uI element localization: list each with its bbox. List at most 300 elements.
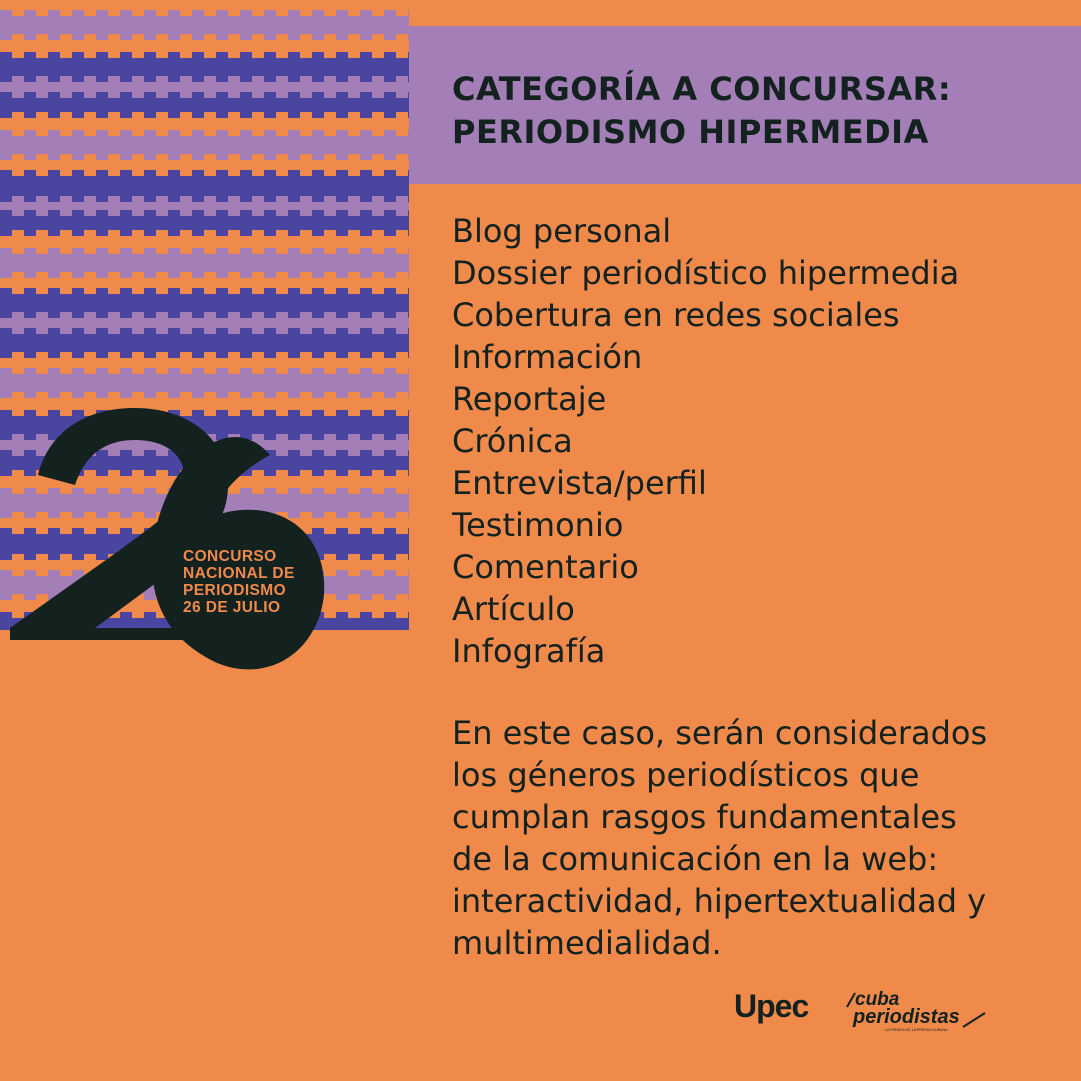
pattern-block: [360, 570, 372, 576]
pattern-block: [276, 312, 288, 318]
pattern-block: [336, 410, 348, 416]
pattern-block: [384, 288, 396, 294]
pattern-block: [264, 368, 276, 374]
pattern-block: [84, 112, 96, 118]
pattern-block: [396, 76, 408, 82]
genre-item: Reportaje: [452, 380, 607, 418]
pattern-block: [240, 170, 252, 176]
pattern-block: [228, 34, 240, 40]
pattern-block: [336, 288, 348, 294]
pattern-block: [288, 170, 300, 176]
pattern-block: [240, 328, 252, 334]
pattern-block: [348, 230, 360, 236]
pattern-block: [384, 170, 396, 176]
pattern-block: [396, 594, 408, 600]
pattern-block: [228, 352, 240, 358]
pattern-block: [240, 52, 252, 58]
cubaperiodistas-logo: [845, 985, 990, 1035]
category-heading: [452, 68, 951, 154]
pattern-block: [228, 392, 240, 398]
pattern-block: [36, 112, 48, 118]
pattern-block: [264, 210, 276, 216]
pattern-block: [360, 488, 372, 494]
pattern-block: [252, 34, 264, 40]
pattern-block: [336, 210, 348, 216]
pattern-block: [168, 170, 180, 176]
contest-title-line: PERIODISMO: [183, 582, 287, 599]
pattern-block: [264, 170, 276, 176]
pattern-block: [348, 112, 360, 118]
pattern-block: [180, 34, 192, 40]
pattern-block: [372, 312, 384, 318]
pattern-block: [324, 312, 336, 318]
pattern-block: [48, 52, 60, 58]
pattern-block: [360, 210, 372, 216]
contest-title: [183, 548, 295, 616]
pattern-block: [192, 130, 204, 136]
pattern-block: [144, 52, 156, 58]
pattern-block: [144, 210, 156, 216]
pattern-block: [36, 352, 48, 358]
pattern-block: [180, 112, 192, 118]
pattern-block: [396, 434, 408, 440]
genre-item: Artículo: [452, 590, 575, 628]
pattern-block: [348, 594, 360, 600]
pattern-block: [192, 288, 204, 294]
pattern-block: [348, 554, 360, 560]
genre-item: Blog personal: [452, 212, 672, 250]
pattern-block: [348, 352, 360, 358]
pattern-block: [120, 170, 132, 176]
pattern-block: [108, 154, 120, 160]
pattern-block: [156, 312, 168, 318]
pattern-block: [300, 392, 312, 398]
pattern-block: [204, 154, 216, 160]
pattern-block: [384, 92, 396, 98]
pattern-block: [0, 368, 12, 374]
genre-list: [452, 210, 959, 672]
pattern-block: [132, 392, 144, 398]
pattern-block: [48, 130, 60, 136]
pattern-block: [396, 272, 408, 278]
pattern-block: [216, 10, 228, 16]
pattern-block: [216, 248, 228, 254]
pattern-block: [108, 392, 120, 398]
pattern-block: [96, 170, 108, 176]
pattern-block: [72, 10, 84, 16]
pattern-block: [132, 352, 144, 358]
pattern-block: [348, 272, 360, 278]
note-line: cumplan rasgos fundamentales: [452, 798, 957, 836]
note-line: interactividad, hipertextualidad y: [452, 882, 987, 920]
pattern-block: [324, 272, 336, 278]
pattern-block: [132, 154, 144, 160]
genre-item: Cobertura en redes sociales: [452, 296, 900, 334]
pattern-block: [24, 248, 36, 254]
genre-item: Comentario: [452, 548, 639, 586]
pattern-block: [300, 272, 312, 278]
pattern-block: [360, 130, 372, 136]
pattern-block: [228, 112, 240, 118]
pattern-block: [60, 154, 72, 160]
pattern-block: [48, 288, 60, 294]
pattern-block: [60, 392, 72, 398]
pattern-block: [144, 288, 156, 294]
pattern-block: [156, 230, 168, 236]
pattern-block: [204, 352, 216, 358]
pattern-block: [264, 328, 276, 334]
pattern-block: [276, 392, 288, 398]
pattern-block: [336, 368, 348, 374]
pattern-block: [336, 130, 348, 136]
pattern-block: [72, 92, 84, 98]
genre-item: Entrevista/perfil: [452, 464, 707, 502]
pattern-block: [240, 210, 252, 216]
pattern-block: [372, 154, 384, 160]
pattern-block: [348, 154, 360, 160]
pattern-block: [84, 34, 96, 40]
pattern-block: [360, 328, 372, 334]
pattern-block: [336, 612, 348, 618]
pattern-block: [24, 170, 36, 176]
pattern-block: [240, 248, 252, 254]
pattern-block: [216, 170, 228, 176]
pattern-block: [372, 512, 384, 518]
pattern-block: [396, 230, 408, 236]
pattern-block: [180, 392, 192, 398]
pattern-block: [408, 410, 409, 416]
pattern-block: [288, 130, 300, 136]
pattern-block: [180, 76, 192, 82]
pattern-block: [324, 230, 336, 236]
pattern-block: [384, 328, 396, 334]
pattern-block: [204, 76, 216, 82]
pattern-block: [60, 272, 72, 278]
pattern-block: [132, 272, 144, 278]
pattern-block: [324, 352, 336, 358]
pattern-block: [252, 76, 264, 82]
pattern-block: [288, 368, 300, 374]
pattern-block: [96, 288, 108, 294]
pattern-block: [336, 570, 348, 576]
pattern-block: [312, 52, 324, 58]
pattern-block: [120, 10, 132, 16]
pattern-block: [48, 92, 60, 98]
pattern-block: [348, 512, 360, 518]
pattern-block: [192, 368, 204, 374]
pattern-block: [36, 272, 48, 278]
pattern-block: [240, 10, 252, 16]
pattern-block: [12, 76, 24, 82]
pattern-block: [120, 368, 132, 374]
pattern-block: [96, 368, 108, 374]
pattern-block: [288, 92, 300, 98]
genre-item: Testimonio: [452, 506, 624, 544]
pattern-block: [216, 368, 228, 374]
contest-number-text: 26: [0, 400, 2, 401]
pattern-block: [336, 450, 348, 456]
pattern-block: [144, 92, 156, 98]
pattern-block: [192, 210, 204, 216]
pattern-block: [324, 112, 336, 118]
pattern-block: [396, 352, 408, 358]
pattern-block: [276, 352, 288, 358]
pattern-block: [384, 488, 396, 494]
pattern-block: [324, 76, 336, 82]
pattern-block: [216, 288, 228, 294]
pattern-block: [0, 248, 12, 254]
pattern-block: [336, 488, 348, 494]
pattern-block: [276, 34, 288, 40]
pattern-block: [312, 248, 324, 254]
pattern-block: [336, 170, 348, 176]
pattern-block: [72, 328, 84, 334]
pattern-block: [300, 230, 312, 236]
pattern-block: [24, 288, 36, 294]
pattern-block: [372, 34, 384, 40]
pattern-block: [156, 392, 168, 398]
pattern-block: [384, 410, 396, 416]
pattern-block: [48, 210, 60, 216]
pattern-block: [336, 528, 348, 534]
pattern-block: [324, 392, 336, 398]
pattern-block: [0, 92, 12, 98]
pattern-block: [144, 328, 156, 334]
pattern-block: [264, 92, 276, 98]
pattern-block: [384, 570, 396, 576]
pattern-block: [156, 34, 168, 40]
pattern-block: [12, 230, 24, 236]
pattern-block: [240, 92, 252, 98]
pattern-block: [0, 210, 12, 216]
pattern-block: [396, 196, 408, 202]
pattern-block: [24, 368, 36, 374]
pattern-block: [108, 76, 120, 82]
pattern-block: [336, 52, 348, 58]
pattern-block: [108, 34, 120, 40]
pattern-block: [12, 112, 24, 118]
pattern-block: [348, 196, 360, 202]
pattern-block: [264, 10, 276, 16]
pattern-block: [96, 210, 108, 216]
contest-number-26: [0, 400, 330, 670]
pattern-block: [48, 170, 60, 176]
pattern-block: [396, 470, 408, 476]
pattern-block: [24, 10, 36, 16]
pattern-block: [396, 392, 408, 398]
pattern-block: [384, 248, 396, 254]
pattern-block: [312, 92, 324, 98]
pattern-block: [156, 76, 168, 82]
pattern-block: [72, 170, 84, 176]
pattern-block: [120, 288, 132, 294]
logo-accent-stroke: [847, 993, 855, 1007]
criteria-note: [452, 712, 1052, 964]
pattern-block: [132, 196, 144, 202]
pattern-block: [108, 272, 120, 278]
pattern-block: [204, 230, 216, 236]
pattern-block: [96, 248, 108, 254]
pattern-block: [12, 154, 24, 160]
pattern-block: [372, 230, 384, 236]
logo-cuba-word: cuba: [855, 989, 900, 1010]
pattern-block: [180, 352, 192, 358]
contest-title-line: CONCURSO: [183, 548, 277, 565]
pattern-block: [228, 272, 240, 278]
pattern-block: [60, 312, 72, 318]
pattern-block: [348, 312, 360, 318]
pattern-block: [348, 34, 360, 40]
pattern-block: [120, 210, 132, 216]
pattern-block: [360, 10, 372, 16]
pattern-block: [288, 10, 300, 16]
pattern-block: [348, 470, 360, 476]
pattern-block: [84, 392, 96, 398]
pattern-block: [96, 10, 108, 16]
pattern-block: [84, 76, 96, 82]
pattern-block: [0, 328, 12, 334]
pattern-block: [156, 196, 168, 202]
pattern-block: [72, 248, 84, 254]
note-line: los géneros periodísticos que: [452, 756, 920, 794]
pattern-block: [168, 10, 180, 16]
pattern-block: [324, 34, 336, 40]
pattern-block: [120, 248, 132, 254]
pattern-block: [372, 594, 384, 600]
note-line: En este caso, serán considerados: [452, 714, 988, 752]
pattern-block: [72, 368, 84, 374]
pattern-block: [216, 52, 228, 58]
pattern-block: [144, 10, 156, 16]
pattern-block: [12, 352, 24, 358]
pattern-block: [96, 328, 108, 334]
pattern-block: [168, 288, 180, 294]
pattern-block: [396, 34, 408, 40]
pattern-block: [384, 210, 396, 216]
pattern-block: [384, 450, 396, 456]
pattern-block: [120, 52, 132, 58]
pattern-block: [204, 272, 216, 278]
pattern-block: [384, 368, 396, 374]
pattern-block: [360, 368, 372, 374]
pattern-block: [348, 392, 360, 398]
pattern-block: [372, 272, 384, 278]
pattern-block: [240, 130, 252, 136]
pattern-block: [360, 528, 372, 534]
pattern-block: [384, 130, 396, 136]
pattern-block: [24, 210, 36, 216]
pattern-block: [300, 34, 312, 40]
pattern-block: [288, 248, 300, 254]
pattern-block: [372, 392, 384, 398]
pattern-block: [228, 312, 240, 318]
pattern-block: [0, 52, 12, 58]
pattern-block: [408, 288, 409, 294]
pattern-block: [408, 248, 409, 254]
pattern-block: [360, 170, 372, 176]
pattern-block: [336, 10, 348, 16]
pattern-block: [384, 10, 396, 16]
pattern-block: [384, 612, 396, 618]
pattern-block: [156, 112, 168, 118]
pattern-block: [12, 392, 24, 398]
pattern-block: [336, 248, 348, 254]
pattern-block: [84, 196, 96, 202]
pattern-block: [288, 210, 300, 216]
pattern-block: [168, 92, 180, 98]
pattern-block: [180, 196, 192, 202]
pattern-block: [300, 76, 312, 82]
pattern-block: [252, 312, 264, 318]
pattern-block: [300, 196, 312, 202]
pattern-block: [156, 272, 168, 278]
pattern-block: [360, 288, 372, 294]
pattern-block: [84, 352, 96, 358]
pattern-block: [216, 328, 228, 334]
note-line: de la comunicación en la web:: [452, 840, 939, 878]
pattern-block: [312, 288, 324, 294]
pattern-block: [156, 352, 168, 358]
pattern-block: [252, 352, 264, 358]
pattern-block: [180, 312, 192, 318]
pattern-block: [300, 154, 312, 160]
pattern-block: [192, 10, 204, 16]
pattern-block: [60, 34, 72, 40]
pattern-block: [396, 154, 408, 160]
genre-item: Crónica: [452, 422, 573, 460]
pattern-block: [372, 554, 384, 560]
pattern-block: [192, 92, 204, 98]
pattern-block: [252, 154, 264, 160]
pattern-block: [228, 196, 240, 202]
pattern-block: [324, 196, 336, 202]
pattern-block: [168, 52, 180, 58]
pattern-block: [408, 368, 409, 374]
pattern-block: [108, 312, 120, 318]
pattern-block: [156, 154, 168, 160]
pattern-block: [384, 528, 396, 534]
pattern-block: [228, 230, 240, 236]
contest-title-line: 26 DE JULIO: [183, 599, 281, 616]
pattern-block: [96, 130, 108, 136]
pattern-block: [300, 312, 312, 318]
pattern-block: [336, 92, 348, 98]
pattern-block: [288, 288, 300, 294]
pattern-block: [168, 328, 180, 334]
pattern-block: [60, 76, 72, 82]
pattern-block: [348, 434, 360, 440]
pattern-block: [324, 154, 336, 160]
pattern-block: [276, 230, 288, 236]
pattern-block: [108, 352, 120, 358]
pattern-block: [72, 288, 84, 294]
pattern-block: [288, 328, 300, 334]
pattern-block: [252, 230, 264, 236]
pattern-block: [132, 112, 144, 118]
pattern-block: [360, 52, 372, 58]
pattern-block: [96, 92, 108, 98]
pattern-block: [192, 328, 204, 334]
pattern-block: [168, 248, 180, 254]
pattern-block: [168, 130, 180, 136]
pattern-block: [36, 154, 48, 160]
pattern-block: [96, 52, 108, 58]
pattern-block: [312, 368, 324, 374]
pattern-block: [36, 312, 48, 318]
upec-logo: Upec: [734, 988, 809, 1024]
pattern-block: [180, 272, 192, 278]
pattern-block: [372, 352, 384, 358]
